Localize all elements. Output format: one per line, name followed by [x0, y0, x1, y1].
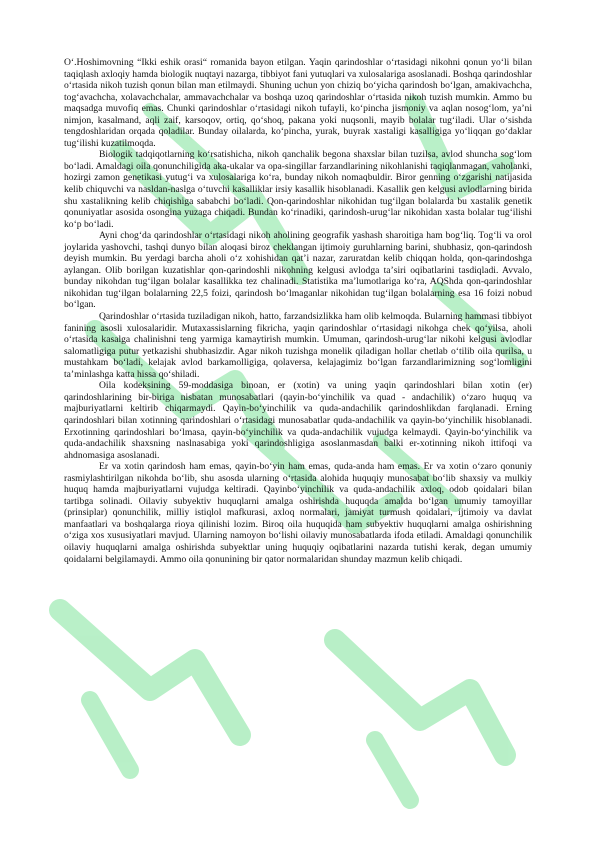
paragraph-5: Oila kodeksining 59-moddasiga binoan, er (xotin) va uning yaqin qarindoshlari bilan xotin (er) qarindoshlarining bir-biriga nisbatan munosabatlari (qayin-boʻyinchilik va quad - andachilik) oʻzaro huquq va majburiyatlarni keltirib chiqarmaydi. Qayin-boʻyinchilik va quda-andachilik qarindoshlikdan farqlanadi. Erning qarindoshlari bilan xotinning qarindoshlari oʻrtasidagi munosabatlar quda-andachilik va qayin-boʻyinchilik hisoblanadi. Erxotinning qarindoshlari boʻlmasa, qayin-boʻyinchilik va quda-andachilik vujudga kelmaydi. Qayin-boʻyinchilik va quda-andachilik shaxsning naslnasabiga yoki qarindoshligiga asoslanmasdan balki er-xotinning nikoh ittifoqi va ahdnomasiga asoslanadi. [64, 380, 532, 461]
paragraph-3: Ayni chogʻda qarindoshlar oʻrtasidagi nikoh aholining geografik yashash sharoitiga ham bogʻliq. Togʻli va orol joylarida yashovchi, tashqi dunyo bilan aloqasi biroz cheklangan ijtimoiy guruhlarning barini, shubhasiz, qon-qarindosh deyish mumkin. Bu yerdagi barcha aholi oʻz xohishidan qatʼi nazar, zaruratdan kelib chiqqan holda, qon-qarindoshga aylangan. Olib borilgan kuzatishlar qon-qarindoshli nikohning kelgusi avlodga taʼsiri oqibatlarini tasdiqladi. Avvalo, bunday nikohdan tugʻilgan bolalar kasallikka tez chalinadi. Statistika maʼlumotlariga koʻra, AQShda qon-qarindoshlar nikohidan tugʻilgan bolalarning 22,5 foizi, qarindosh boʻlmaganlar nikohidan tugʻilgan bolalarning esa 16 foizi nobud boʻlgan. [64, 230, 532, 311]
body-text [64, 57, 532, 565]
paragraph-1: Oʻ.Hoshimovning “Ikki eshik orasi“ romanida bayon etilgan. Yaqin qarindoshlar oʻrtasidagi nikohni qonun yoʻli bilan taqiqlash axloqiy hamda biologik nuqtayi nazarga, tibbiyot fani yutuqlari va xulosalariga asoslanadi. Boshqa qarindoshlar oʻrtasida nikoh tuzish qonun bilan man etilmaydi. Shuning uchun yon chiziq boʻyicha qarindosh boʻlgan, amakivachcha, togʻavachcha, xolavachchalar, ammavachchalar va boshqa uzoq qarindoshlar oʻrtasida nikoh tuzish mumkin. Ammo bu maqsadga muvofiq emas. Chunki qarindoshlar oʻrtasidagi nikoh tufayli, koʻpincha jismoniy va aqlan nosogʻlom, yaʼni nimjon, kasalmand, aqli zaif, karsoqov, ortiq, qoʻshoq, pakana yoki nuqsonli, mayib bolalar tugʻiladi. Ular oʻsishda tengdoshlaridan orqada qoladilar. Bunday oilalarda, koʻpincha, yurak, buyrak xastaligi kasalligiga yoʻliqqan goʻdaklar tugʻilishi kuzatilmoqda. [64, 57, 532, 149]
paragraph-4: Qarindoshlar oʻrtasida tuziladigan nikoh, hatto, farzandsizlikka ham olib kelmoqda. Bularning hammasi tibbiyot fanining asosli xulosalaridir. Mutaxassislarning fikricha, yaqin qarindoshlar oʻrtasidagi nikohga chek qoʻyilsa, aholi oʻrtasida kasalga chalinishni teng yarmiga kamaytirish mumkin. Umuman, qarindosh-urugʻlar nikohi kelgusi avlodlar salomatligiga putur yetkazishi shubhasizdir. Agar nikoh tuzishga monelik qiladigan hollar chetlab oʻtilib oila qurilsa, u mustahkam boʻladi, kelajak avlod barkamolligiga, qolaversa, kelajagimiz boʻlgan farzandlarimizning sogʻlomligini taʼminlashga katta hissa qoʻshiladi. [64, 311, 532, 380]
paragraph-6: Er va xotin qarindosh ham emas, qayin-boʻyin ham emas, quda-anda ham emas. Er va xotin oʻzaro qonuniy rasmiylashtirilgan nikohda boʻlib, shu asosda ularning oʻrtasida alohida huquqiy munosabat boʻlib shaxsiy va mulkiy huquq hamda majburiyatlarni vujudga keltiradi. Qayinboʻyinchilik va quda-andachilik axloq, odob qoidalari bilan tartibga solinadi. Oilaviy subyektiv huquqlarni amalga oshirishda huquqda amalda boʻlgan umumiy tamoyillar (prinsiplar) qonunchilik, milliy istiqlol mafkurasi, axloq normalari, jamiyat turmush qoidalari, ijtimoiy va davlat manfaatlari va boshqalarga rioya qilinishi lozim. Biroq oila huquqida ham subyektiv huquqlarni amalga oshirishning oʻziga xos xususiyatlari mavjud. Ularning namoyon boʻlishi oilaviy munosabatlarda ifoda etiladi. Amaldagi qonunchilik oilaviy huquqlarni amalga oshirishda subyektlar uning huquqiy oqibatlarini nazarda tutishi kerak, degan umumiy qoidalarni belgilamaydi. Ammo oila qonunining bir qator normalaridan shunday mazmun kelib chiqadi. [64, 461, 532, 565]
paragraph-2: Biologik tadqiqotlarning koʻrsatishicha, nikoh qanchalik begona shaxslar bilan tuzilsa, avlod shuncha sogʻlom boʻladi. Amaldagi oila qonunchiligida aka-ukalar va opa-singillar farzandlarining nikohlanishi taqiqlanmagan, vaholanki, hozirgi zamon genetikasi yutugʻi va xulosalariga koʻra, bunday nikoh nomaqbuldir. Biror genning oʻzgarishi natijasida kelib chiquvchi va nasldan-naslga oʻtuvchi kasalliklar irsiy kasallik hisoblanadi. Kasallik gen kelgusi avlodlarning birida shu xastalikning kelib chiqishiga sababchi boʻladi. Qon-qarindoshlar nikohidan tugʻilgan bolalarda bu xastalik genetik qonuniyatlar asosida osongina yuzaga chiqadi. Bundan koʻrinadiki, qarindosh-urugʻlar nikohidan xasta bolalar tugʻilishi koʻp boʻladi. [64, 149, 532, 230]
